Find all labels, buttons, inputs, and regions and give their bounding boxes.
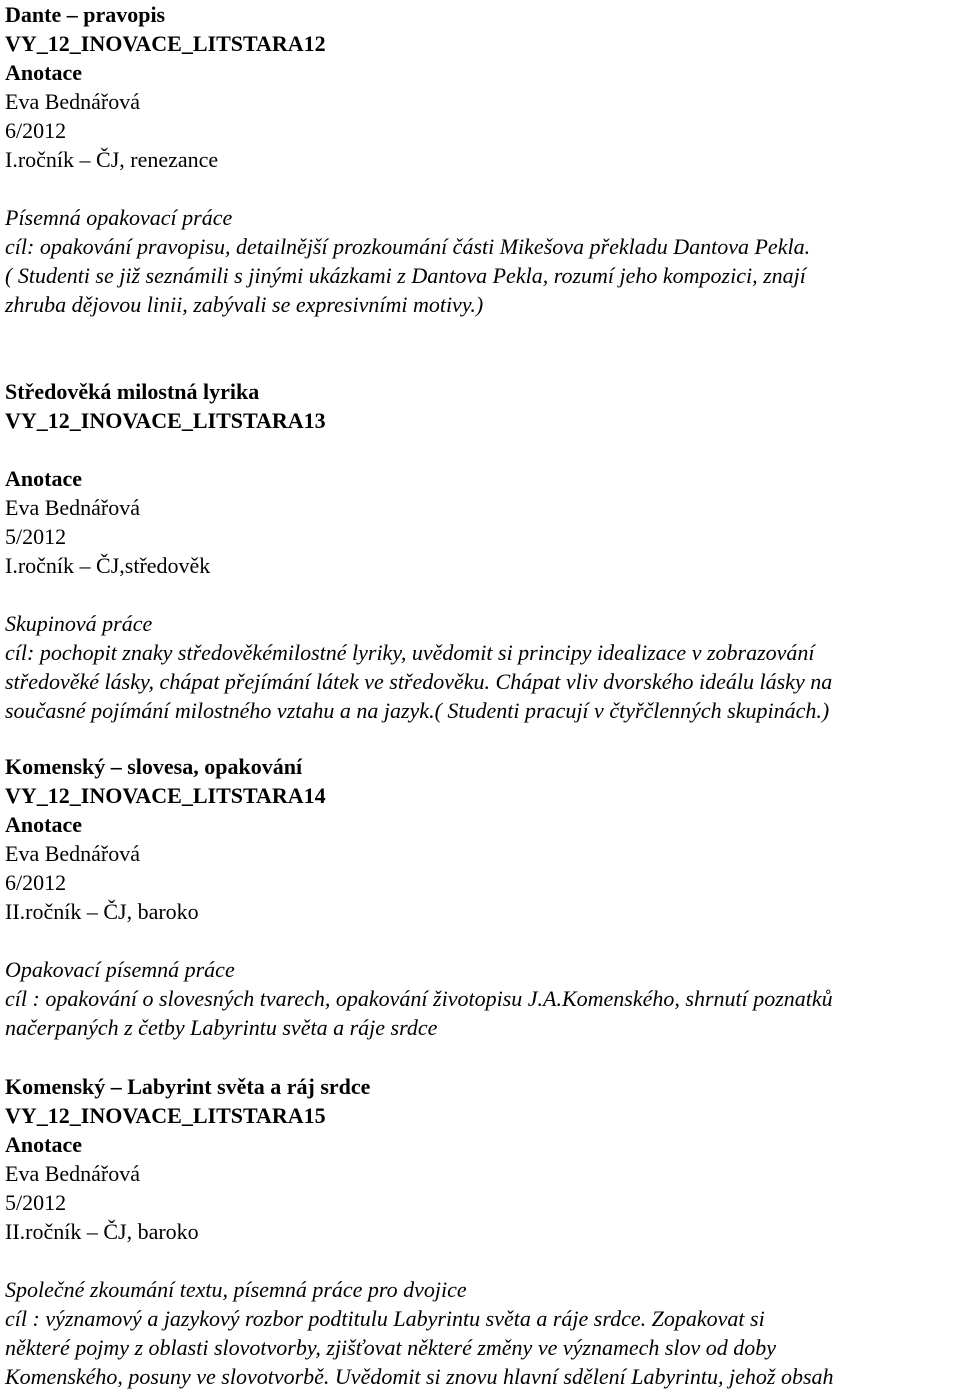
section-komensky-labyrint: [5, 1072, 957, 1391]
date: 6/2012: [5, 870, 67, 895]
annotation-heading: Anotace: [5, 1132, 82, 1157]
work-type: Skupinová práce: [5, 611, 153, 636]
date: 6/2012: [5, 118, 67, 143]
goal-line: současné pojímání milostného vztahu a na jazyk.( Studenti pracují v čtyřčlenných skupinách.): [5, 698, 830, 723]
material-code: VY_12_INOVACE_LITSTARA12: [5, 31, 326, 56]
goal-line: zhruba dějovou linii, zabývali se expresivními motivy.): [5, 292, 484, 317]
goal-line: cíl: pochopit znaky středověkémilostné lyriky, uvědomit si principy idealizace v zobrazování: [5, 640, 815, 665]
section-dante: [5, 0, 957, 319]
goal-line: Komenského, posuny ve slovotvorbě. Uvědomit si znovu hlavní sdělení Labyrintu, jehož obsah: [5, 1364, 834, 1389]
goal-line: ( Studenti se již seznámili s jinými ukázkami z Dantova Pekla, rozumí jeho kompozici, znají: [5, 263, 806, 288]
goal-line: cíl: opakování pravopisu, detailnější prozkoumání části Mikešova překladu Dantova Pekla.: [5, 234, 811, 259]
goal-line: cíl : významový a jazykový rozbor podtitulu Labyrintu světa a ráje srdce. Zopakovat si: [5, 1306, 765, 1331]
work-type: Společné zkoumání textu, písemná práce pro dvojice: [5, 1277, 467, 1302]
work-type: Písemná opakovací práce: [5, 205, 233, 230]
date: 5/2012: [5, 524, 67, 549]
author: Eva Bednářová: [5, 89, 140, 114]
grade-subject: I.ročník – ČJ, renezance: [5, 147, 219, 172]
material-code: VY_12_INOVACE_LITSTARA13: [5, 408, 326, 433]
section-title: Středověká milostná lyrika: [5, 379, 260, 404]
annotation-heading: Anotace: [5, 60, 82, 85]
goal-line: některé pojmy z oblasti slovotvorby, zjišťovat některé změny ve významech slov od doby: [5, 1335, 777, 1360]
section-title: Komenský – slovesa, opakování: [5, 754, 303, 779]
grade-subject: I.ročník – ČJ,středověk: [5, 553, 211, 578]
section-komensky-slovesa: [5, 752, 957, 1042]
section-title: Komenský – Labyrint světa a ráj srdce: [5, 1074, 371, 1099]
author: Eva Bednářová: [5, 1161, 140, 1186]
section-lyrika: [5, 377, 957, 725]
goal-line: cíl : opakování o slovesných tvarech, opakování životopisu J.A.Komenského, shrnutí poznatků: [5, 986, 833, 1011]
work-type: Opakovací písemná práce: [5, 957, 235, 982]
date: 5/2012: [5, 1190, 67, 1215]
section-title: Dante – pravopis: [5, 2, 166, 27]
goal-line: středověké lásky, chápat přejímání látek ve středověku. Chápat vliv dvorského ideálu lásky na: [5, 669, 833, 694]
goal-line: načerpaných z četby Labyrintu světa a ráje srdce: [5, 1015, 438, 1040]
grade-subject: II.ročník – ČJ, baroko: [5, 899, 199, 924]
annotation-heading: Anotace: [5, 466, 82, 491]
material-code: VY_12_INOVACE_LITSTARA15: [5, 1103, 326, 1128]
author: Eva Bednářová: [5, 841, 140, 866]
document-page: [5, 0, 957, 1391]
material-code: VY_12_INOVACE_LITSTARA14: [5, 783, 326, 808]
grade-subject: II.ročník – ČJ, baroko: [5, 1219, 199, 1244]
annotation-heading: Anotace: [5, 812, 82, 837]
author: Eva Bednářová: [5, 495, 140, 520]
